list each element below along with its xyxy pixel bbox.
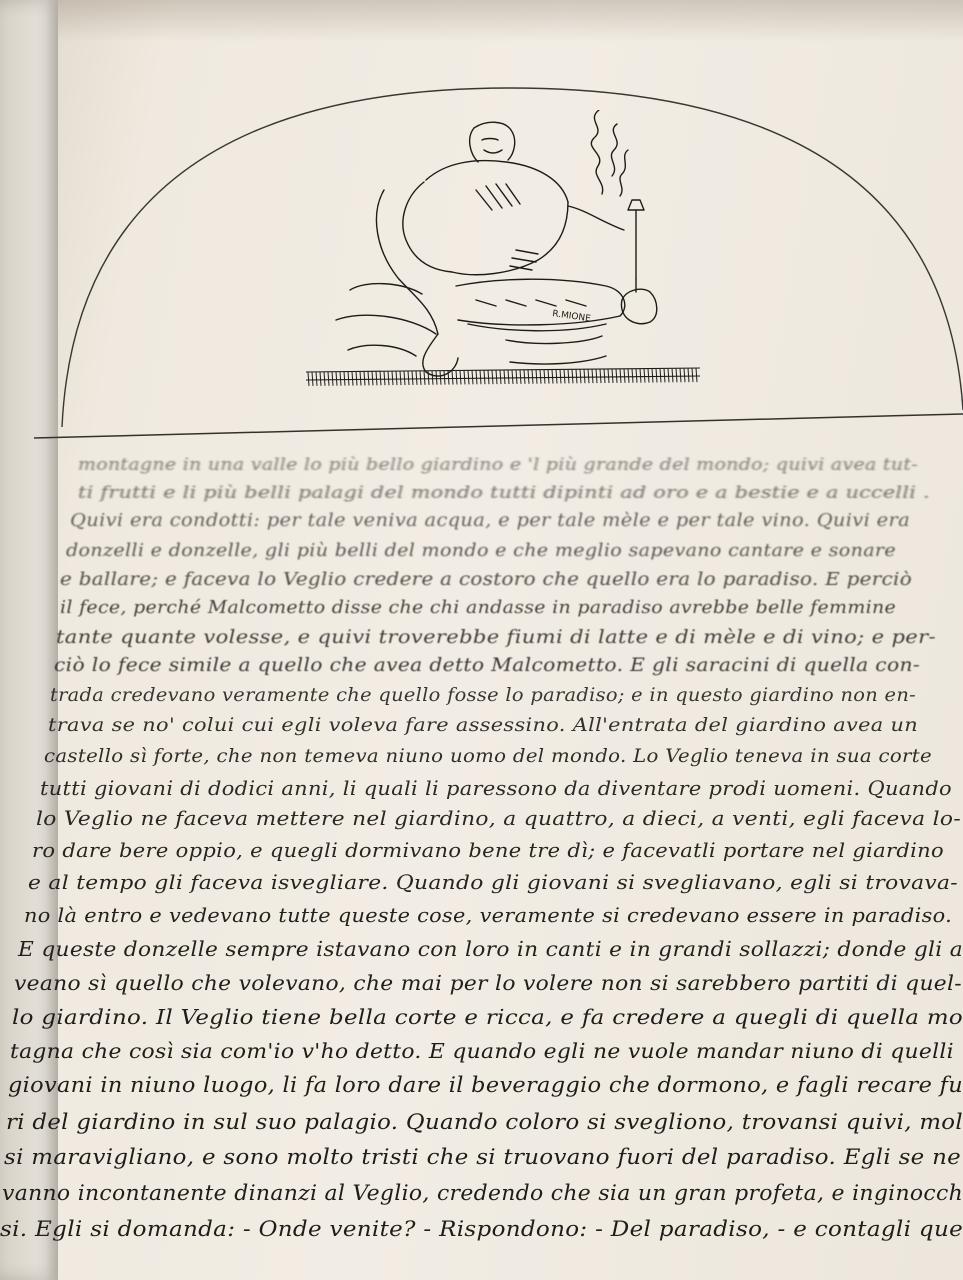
fringe-tick (436, 371, 437, 385)
fringe-tick (540, 370, 541, 384)
document-text-line: e ballare; e faceva lo Veglio credere a costoro che quello era lo paradiso. E perciò (60, 569, 912, 590)
fringe-tick (488, 370, 489, 384)
fringe-tick (604, 369, 605, 383)
fringe-tick (400, 371, 401, 385)
fringe-tick (680, 368, 681, 382)
fringe-tick (524, 370, 525, 384)
fringe-tick (572, 369, 573, 383)
fringe-tick (484, 370, 485, 384)
fringe-tick (360, 371, 361, 385)
fringe-tick (420, 371, 421, 385)
fringe-tick (380, 371, 381, 385)
fringe-tick (692, 368, 693, 382)
document-text-line: castello sì forte, che non temeva niuno uomo del mondo. Lo Veglio teneva in sua corte (44, 745, 932, 767)
fringe-tick (492, 370, 493, 384)
fringe-tick (392, 371, 393, 385)
fringe-tick (508, 370, 509, 384)
fringe-tick (564, 369, 565, 383)
fringe-tick (512, 370, 513, 384)
fringe-tick (636, 369, 637, 383)
fringe-tick (560, 369, 561, 383)
fringe-tick (528, 370, 529, 384)
fringe-tick (352, 372, 353, 386)
fringe-tick (368, 371, 369, 385)
fringe-tick (500, 370, 501, 384)
fringe-tick (396, 371, 397, 385)
fringe-tick (332, 372, 333, 386)
document-text-line: montagne in una valle lo più bello giardino e 'l più grande del mondo; quivi avea tut- (78, 455, 918, 475)
fringe-tick (388, 371, 389, 385)
fringe-tick (324, 372, 325, 386)
fringe-tick (616, 369, 617, 383)
fringe-tick (672, 368, 673, 382)
fringe-tick (644, 369, 645, 383)
fringe-tick (464, 370, 465, 384)
fringe-tick (536, 370, 537, 384)
document-text-line: lo giardino. Il Veglio tiene bella corte e ricca, e fa credere a quegli di quella mo (12, 1005, 963, 1029)
fringe-tick (664, 368, 665, 382)
fringe-tick (588, 369, 589, 383)
fringe-tick (408, 371, 409, 385)
document-text-line: trava se no' colui cui egli voleva fare assessino. All'entrata del giardino avea un (48, 715, 919, 736)
document-text-line: tutti giovani di dodici anni, li quali li paressono da diventare prodi uomeni. Quando (40, 777, 952, 800)
fringe-tick (444, 371, 445, 385)
document-text-line: si. Egli si domanda: - Onde venite? - Rispondono: - Del paradiso, - e contagli que (0, 1217, 963, 1242)
fringe-tick (580, 369, 581, 383)
fringe-tick (456, 371, 457, 385)
fringe-tick (660, 368, 661, 382)
fringe-tick (336, 372, 337, 386)
fringe-tick (424, 371, 425, 385)
fringe-tick (364, 371, 365, 385)
arch-divider-line (34, 414, 963, 438)
fringe-tick (384, 371, 385, 385)
document-text-line: vanno incontanente dinanzi al Veglio, credendo che sia un gran profeta, e inginocch (2, 1181, 963, 1206)
fringe-tick (428, 371, 429, 385)
fringe-tick (404, 371, 405, 385)
fringe-tick (648, 369, 649, 383)
fringe-tick (356, 372, 357, 386)
fringe-tick (628, 369, 629, 383)
document-body-text (0, 455, 963, 1280)
fringe-tick (556, 370, 557, 384)
fringe-tick (568, 369, 569, 383)
fringe-tick (668, 368, 669, 382)
fringe-tick (596, 369, 597, 383)
fringe-tick (496, 370, 497, 384)
document-text-line: ri del giardino in sul suo palagio. Quando coloro si svegliono, trovansi quivi, mol (6, 1109, 963, 1134)
document-text-line: donzelli e donzelle, gli più belli del mondo e che meglio sapevano cantare e sonare (66, 541, 896, 561)
fringe-tick (520, 370, 521, 384)
fringe-tick (340, 372, 341, 386)
fringe-tick (468, 370, 469, 384)
fringe-tick (372, 371, 373, 385)
fringe-tick (612, 369, 613, 383)
document-text-line: tante quante volesse, e quivi troverebbe fiumi di latte e di mèle e di vino; e per- (56, 627, 936, 648)
fringe-tick (440, 371, 441, 385)
hookah-man-illustration (306, 110, 703, 395)
document-text-line: si maravigliano, e sono molto tristi che si truovano fuori del paradiso. Egli se ne (4, 1145, 962, 1170)
fringe-tick (480, 370, 481, 384)
fringe-tick (344, 372, 345, 386)
document-text-line: trada credevano veramente che quello fosse lo paradiso; e in questo giardino non en- (50, 685, 916, 706)
fringe-tick (592, 369, 593, 383)
svg-text:R.MIONE: R.MIONE (551, 309, 592, 325)
document-text-line: tagna che così sia com'io v'ho detto. E quando egli ne vuole mandar niuno di quelli (10, 1039, 954, 1063)
document-text-line: E queste donzelle sempre istavano con loro in canti e in grandi sollazzi; donde gli a (18, 937, 963, 961)
fringe-tick (688, 368, 689, 382)
fringe-tick (476, 370, 477, 384)
fringe-tick (460, 370, 461, 384)
fringe-tick (620, 369, 621, 383)
fringe-tick (416, 371, 417, 385)
fringe-tick (544, 370, 545, 384)
fringe-tick (552, 370, 553, 384)
fringe-tick (348, 372, 349, 386)
fringe-tick (532, 370, 533, 384)
fringe-tick (584, 369, 585, 383)
fringe-tick (652, 369, 653, 383)
document-text-line: giovani in niuno luogo, li fa loro dare il beveraggio che dormono, e fagli recare fu (8, 1073, 963, 1097)
fringe-tick (504, 370, 505, 384)
fringe-tick (516, 370, 517, 384)
fringe-tick (472, 370, 473, 384)
fringe-tick (656, 369, 657, 383)
fringe-tick (684, 368, 685, 382)
fringe-tick (600, 369, 601, 383)
fringe-tick (308, 372, 309, 386)
fringe-tick (412, 371, 413, 385)
fringe-tick (432, 371, 433, 385)
fringe-tick (676, 368, 677, 382)
fringe-tick (312, 372, 313, 386)
document-text-line: ti frutti e li più belli palagi del mondo tutti dipinti ad oro e a bestie e a uccelli . (78, 483, 930, 503)
fringe-tick (640, 369, 641, 383)
fringe-tick (328, 372, 329, 386)
fringe-tick (452, 371, 453, 385)
document-text-line: veano sì quello che volevano, che mai per lo volere non si sarebbero partiti di quel- (14, 971, 962, 995)
document-text-line: Quivi era condotti: per tale veniva acqua, e per tale mèle e per tale vino. Quivi era (70, 511, 910, 531)
fringe-tick (316, 372, 317, 386)
fringe-tick (696, 368, 697, 382)
document-text-line: e al tempo gli faceva isvegliare. Quando gli giovani si svegliavano, egli si trovava- (28, 871, 958, 894)
fringe-tick (376, 371, 377, 385)
fringe-tick (320, 372, 321, 386)
document-text-line: ciò lo fece simile a quello che avea detto Malcometto. E gli saracini di quella con- (54, 655, 921, 676)
document-text-line: no là entro e vedevano tutte queste cose, veramente si credevano essere in paradiso. (24, 903, 953, 927)
fringe-tick (632, 369, 633, 383)
document-text-line: il fece, perché Malcometto disse che chi andasse in paradiso avrebbe belle femmine (60, 597, 897, 618)
document-text-line: ro dare bere oppio, e quegli dormivano bene tre dì; e facevatli portare nel giardino (32, 839, 944, 862)
fringe-tick (608, 369, 609, 383)
fringe-tick (576, 369, 577, 383)
document-text-line: lo Veglio ne faceva mettere nel giardino, a quattro, a dieci, a venti, egli faceva lo- (36, 807, 961, 830)
fringe-tick (548, 370, 549, 384)
fringe-tick (624, 369, 625, 383)
